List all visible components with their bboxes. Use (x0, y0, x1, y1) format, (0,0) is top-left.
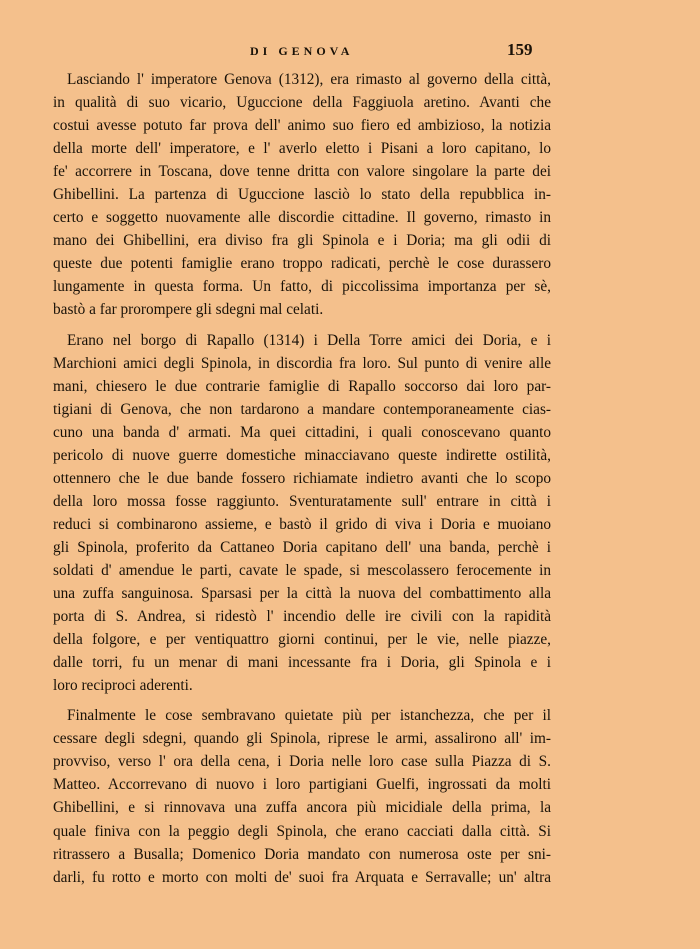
text-line: gli Spinola, proferito da Cattaneo Doria capitano dell' una banda, perchè i (53, 538, 551, 556)
text-line: Erano nel borgo di Rapallo (1314) i Della Torre amici dei Doria, e i (67, 331, 551, 349)
text-line: tigiani di Genova, che non tardarono a mandare contemporaneamente cias- (53, 400, 551, 418)
paragraph (53, 68, 551, 322)
paragraph (53, 329, 551, 698)
text-line: darli, fu rotto e morto con molti de' suoi fra Arquata e Serravalle; un' altra (53, 868, 551, 886)
paragraph-gap (53, 697, 551, 704)
text-line: della loro mossa fosse raggiunto. Sventuratamente sull' entrare in città i (53, 492, 551, 510)
text-line: lungamente in questa forma. Un fatto, di piccolissima importanza per sè, (53, 278, 551, 296)
text-line: costui avesse potuto far prova dell' animo suo fiero ed ambizioso, la notizia (53, 117, 551, 135)
text-line: della morte dell' imperatore, e l' averlo eletto i Pisani a loro capitano, lo (53, 140, 551, 158)
page-number: 159 (507, 40, 533, 59)
text-line: ritrassero a Busalla; Domenico Doria mandato con numerosa oste per sni- (53, 845, 551, 863)
text-line: provviso, verso l' ora della cena, i Doria nelle loro case sulla Piazza di S. (53, 753, 551, 771)
paragraph-gap (53, 322, 551, 329)
text-line: cuno una banda d' armati. Ma quei cittadini, i quali conoscevano quanto (53, 423, 551, 441)
running-head (0, 40, 700, 60)
text-line: quale finiva con la peggio degli Spinola, che erano cacciati dalla città. Si (53, 822, 551, 840)
text-line: pericolo di nuove guerre domestiche minacciavano queste indirette ostilità, (53, 446, 551, 464)
text-line: Finalmente le cose sembravano quietate più per istanchezza, che per il (67, 707, 551, 725)
text-line: queste due potenti famiglie erano troppo radicati, perchè le cose durassero (53, 255, 551, 273)
text-line: Matteo. Accorrevano di nuovo i loro partigiani Guelfi, ingrossati da molti (53, 776, 551, 794)
text-line: bastò a far prorompere gli sdegni mal celati. (53, 301, 324, 319)
text-line: certo e soggetto nuovamente alle discordie cittadine. Il governo, rimasto in (53, 209, 551, 227)
text-line: Ghibellini, e si rinnovava una zuffa ancora più micidiale della prima, la (53, 799, 551, 817)
text-line: dalle torri, fu un menar di mani incessante fra i Doria, gli Spinola e i (53, 654, 551, 672)
running-title: DI GENOVA (250, 44, 354, 58)
text-line: soldati d' amendue le parti, cavate le spade, si mescolassero ferocemente in (53, 561, 551, 579)
text-line: ottennero che le due bande fossero richiamate indietro avanti che lo scopo (53, 469, 551, 487)
text-line: Marchioni amici degli Spinola, in discordia fra loro. Sul punto di venire alle (53, 354, 551, 372)
text-line: Ghibellini. La partenza di Uguccione lasciò lo stato della repubblica in- (53, 186, 551, 204)
text-line: Lasciando l' imperatore Genova (1312), era rimasto al governo della città, (67, 71, 551, 88)
text-line: della folgore, e per ventiquattro giorni continui, per le vie, nelle piazze, (53, 631, 551, 649)
text-line: cessare degli sdegni, quando gli Spinola, riprese le armi, assalirono all' im- (53, 730, 551, 748)
text-line: fe' accorrere in Toscana, dove tenne dritta con valore singolare la parte dei (53, 163, 551, 181)
text-line: una zuffa sanguinosa. Sparsasi per la città la nuova del combattimento alla (53, 585, 551, 603)
text-line: in qualità di suo vicario, Uguccione della Faggiuola aretino. Avanti che (53, 94, 551, 112)
text-line: reduci si combinarono assieme, e bastò il grido di viva i Doria e muoiano (53, 515, 551, 533)
text-line: mani, chiesero le due contrarie famiglie di Rapallo soccorso dai loro par- (53, 377, 551, 395)
body-text (53, 68, 551, 889)
text-line: mano dei Ghibellini, era diviso fra gli Spinola e i Doria; ma gli odii di (53, 232, 551, 250)
text-line: loro reciproci aderenti. (53, 677, 193, 695)
paragraph (53, 704, 551, 888)
text-line: porta di S. Andrea, si ridestò l' incendio delle ire civili con la rapidità (53, 608, 551, 626)
